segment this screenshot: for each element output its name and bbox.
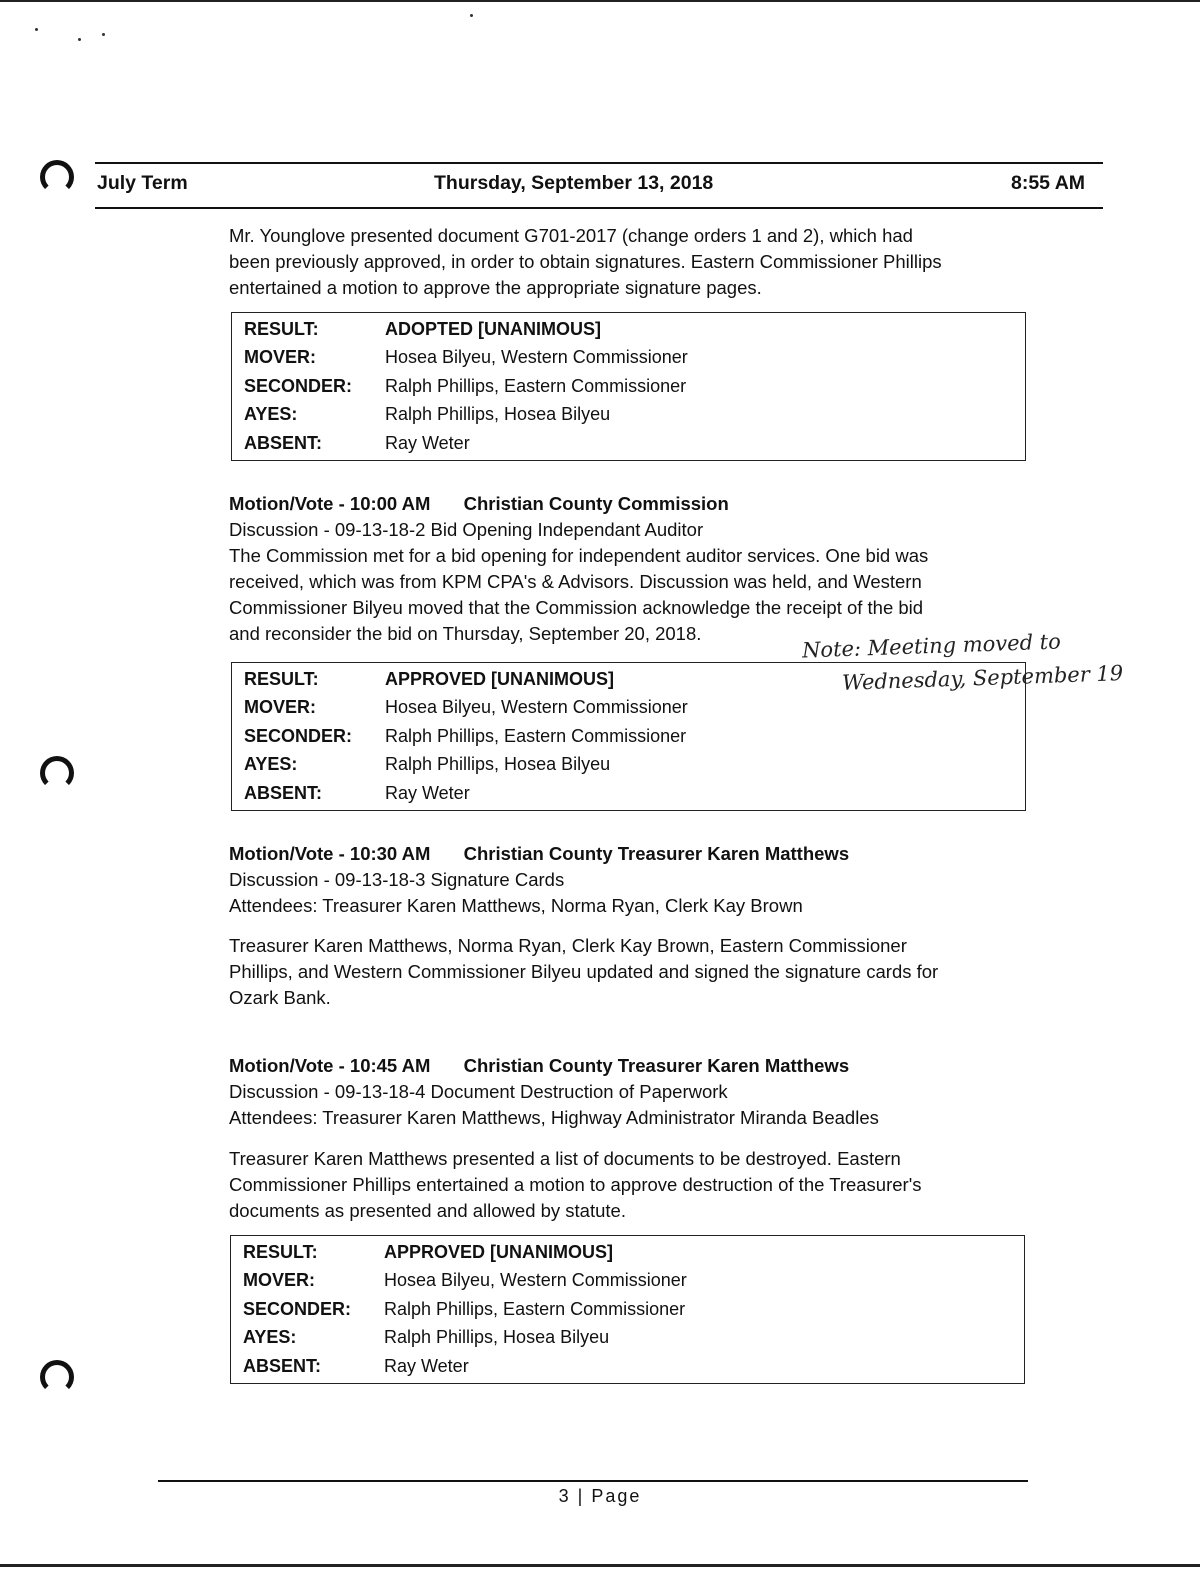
motion-time: Motion/Vote - 10:45 AM <box>229 1055 431 1076</box>
paragraph-line: been previously approved, in order to obtain signatures. Eastern Commissioner Phillips <box>229 251 942 272</box>
handwritten-note-line2: Wednesday, September 19 <box>841 661 1124 695</box>
seconder-value: Ralph Phillips, Eastern Commissioner <box>385 375 687 396</box>
punch-hole-icon <box>40 160 74 194</box>
mover-value: Hosea Bilyeu, Western Commissioner <box>384 1270 687 1291</box>
header-time: 8:55 AM <box>1011 172 1086 194</box>
motion-org: Christian County Treasurer Karen Matthews <box>463 1055 850 1076</box>
result-value: APPROVED [UNANIMOUS] <box>385 668 615 689</box>
absent-value: Ray Weter <box>385 782 470 803</box>
ayes-label: AYES: <box>244 754 298 775</box>
vote-result-table <box>230 1235 1025 1384</box>
paragraph-line: Treasurer Karen Matthews presented a list of documents to be destroyed. Eastern <box>229 1148 901 1169</box>
vote-row-ayes <box>231 1324 1024 1353</box>
paragraph-line: Commissioner Bilyeu moved that the Commission acknowledge the receipt of the bid <box>229 597 924 618</box>
ayes-value: Ralph Phillips, Hosea Bilyeu <box>384 1327 610 1348</box>
vote-row-absent <box>231 1352 1024 1381</box>
page-number: 3 | Page <box>558 1486 642 1506</box>
motion-heading <box>229 491 1029 517</box>
vote-row-result <box>231 1238 1024 1267</box>
vote-row-ayes <box>232 401 1025 430</box>
result-value: APPROVED [UNANIMOUS] <box>384 1241 614 1262</box>
ayes-label: AYES: <box>243 1327 297 1348</box>
punch-hole-icon <box>40 756 74 790</box>
punch-hole-icon <box>40 1360 74 1394</box>
seconder-label: SECONDER: <box>243 1298 352 1319</box>
attendees-line: Attendees: Treasurer Karen Matthews, Norma Ryan, Clerk Kay Brown <box>229 895 803 916</box>
result-label: RESULT: <box>244 318 319 339</box>
section4-paragraph <box>229 1146 1029 1224</box>
vote-row-result <box>232 665 1025 694</box>
motion-org: Christian County Commission <box>463 493 729 514</box>
ayes-value: Ralph Phillips, Hosea Bilyeu <box>385 404 611 425</box>
paragraph-line: Treasurer Karen Matthews, Norma Ryan, Clerk Kay Brown, Eastern Commissioner <box>229 935 907 956</box>
header-rule-bottom <box>95 207 1103 209</box>
ayes-value: Ralph Phillips, Hosea Bilyeu <box>385 754 611 775</box>
absent-label: ABSENT: <box>244 432 323 453</box>
vote-result-table <box>231 312 1026 461</box>
paragraph-line: The Commission met for a bid opening for independent auditor services. One bid was <box>229 545 929 566</box>
result-label: RESULT: <box>243 1241 318 1262</box>
discussion-line: Discussion - 09-13-18-4 Document Destruction of Paperwork <box>229 1081 728 1102</box>
scan-speck <box>78 38 81 41</box>
paragraph-line: documents as presented and allowed by statute. <box>229 1200 626 1221</box>
scan-speck <box>102 33 105 36</box>
section2-block <box>229 491 1029 647</box>
paragraph-line: Commissioner Phillips entertained a motion to approve destruction of the Treasurer's <box>229 1174 922 1195</box>
scan-edge-bottom <box>0 1564 1200 1567</box>
paragraph-line: and reconsider the bid on Thursday, September 20, 2018. <box>229 623 702 644</box>
paragraph-line: received, which was from KPM CPA's & Advisors. Discussion was held, and Western <box>229 571 922 592</box>
motion-heading <box>229 841 1029 867</box>
attendees-line: Attendees: Treasurer Karen Matthews, Highway Administrator Miranda Beadles <box>229 1107 879 1128</box>
handwritten-note-line1: Note: Meeting moved to <box>801 629 1062 663</box>
vote-row-absent <box>232 429 1025 458</box>
vote-row-mover <box>232 344 1025 373</box>
vote-row-seconder <box>232 722 1025 751</box>
vote-row-mover <box>232 694 1025 723</box>
mover-label: MOVER: <box>243 1270 315 1291</box>
mover-value: Hosea Bilyeu, Western Commissioner <box>385 347 688 368</box>
seconder-label: SECONDER: <box>244 375 353 396</box>
absent-label: ABSENT: <box>244 782 323 803</box>
vote-row-seconder <box>232 372 1025 401</box>
paragraph-line: Phillips, and Western Commissioner Bilyeu updated and signed the signature cards for <box>229 961 939 982</box>
seconder-value: Ralph Phillips, Eastern Commissioner <box>384 1298 686 1319</box>
scan-speck <box>35 28 38 31</box>
vote-row-mover <box>231 1267 1024 1296</box>
discussion-line: Discussion - 09-13-18-3 Signature Cards <box>229 869 565 890</box>
motion-org: Christian County Treasurer Karen Matthews <box>463 843 850 864</box>
vote-row-seconder <box>231 1295 1024 1324</box>
scan-edge-top <box>0 0 1200 2</box>
seconder-label: SECONDER: <box>244 725 353 746</box>
vote-row-ayes <box>232 751 1025 780</box>
absent-label: ABSENT: <box>243 1355 322 1376</box>
section1-paragraph <box>229 223 1029 301</box>
paragraph-line: Mr. Younglove presented document G701-2017 (change orders 1 and 2), which had <box>229 225 913 246</box>
header-rule-top <box>95 162 1103 164</box>
vote-row-result <box>232 315 1025 344</box>
scan-speck <box>470 14 473 17</box>
header-term: July Term <box>97 172 188 194</box>
vote-result-table <box>231 662 1026 811</box>
result-label: RESULT: <box>244 668 319 689</box>
section4-block <box>229 1053 1029 1131</box>
paragraph-line: Ozark Bank. <box>229 987 331 1008</box>
mover-label: MOVER: <box>244 347 316 368</box>
paragraph-line: entertained a motion to approve the appropriate signature pages. <box>229 277 762 298</box>
motion-time: Motion/Vote - 10:00 AM <box>229 493 431 514</box>
absent-value: Ray Weter <box>385 432 470 453</box>
section3-block <box>229 841 1029 919</box>
vote-row-absent <box>232 779 1025 808</box>
mover-value: Hosea Bilyeu, Western Commissioner <box>385 697 688 718</box>
motion-time: Motion/Vote - 10:30 AM <box>229 843 431 864</box>
discussion-line: Discussion - 09-13-18-2 Bid Opening Independant Auditor <box>229 519 704 540</box>
header-date: Thursday, September 13, 2018 <box>434 172 714 194</box>
footer-rule <box>158 1480 1028 1482</box>
ayes-label: AYES: <box>244 404 298 425</box>
seconder-value: Ralph Phillips, Eastern Commissioner <box>385 725 687 746</box>
absent-value: Ray Weter <box>384 1355 469 1376</box>
section3-paragraph <box>229 933 1029 1011</box>
mover-label: MOVER: <box>244 697 316 718</box>
motion-heading <box>229 1053 1029 1079</box>
result-value: ADOPTED [UNANIMOUS] <box>385 318 601 339</box>
